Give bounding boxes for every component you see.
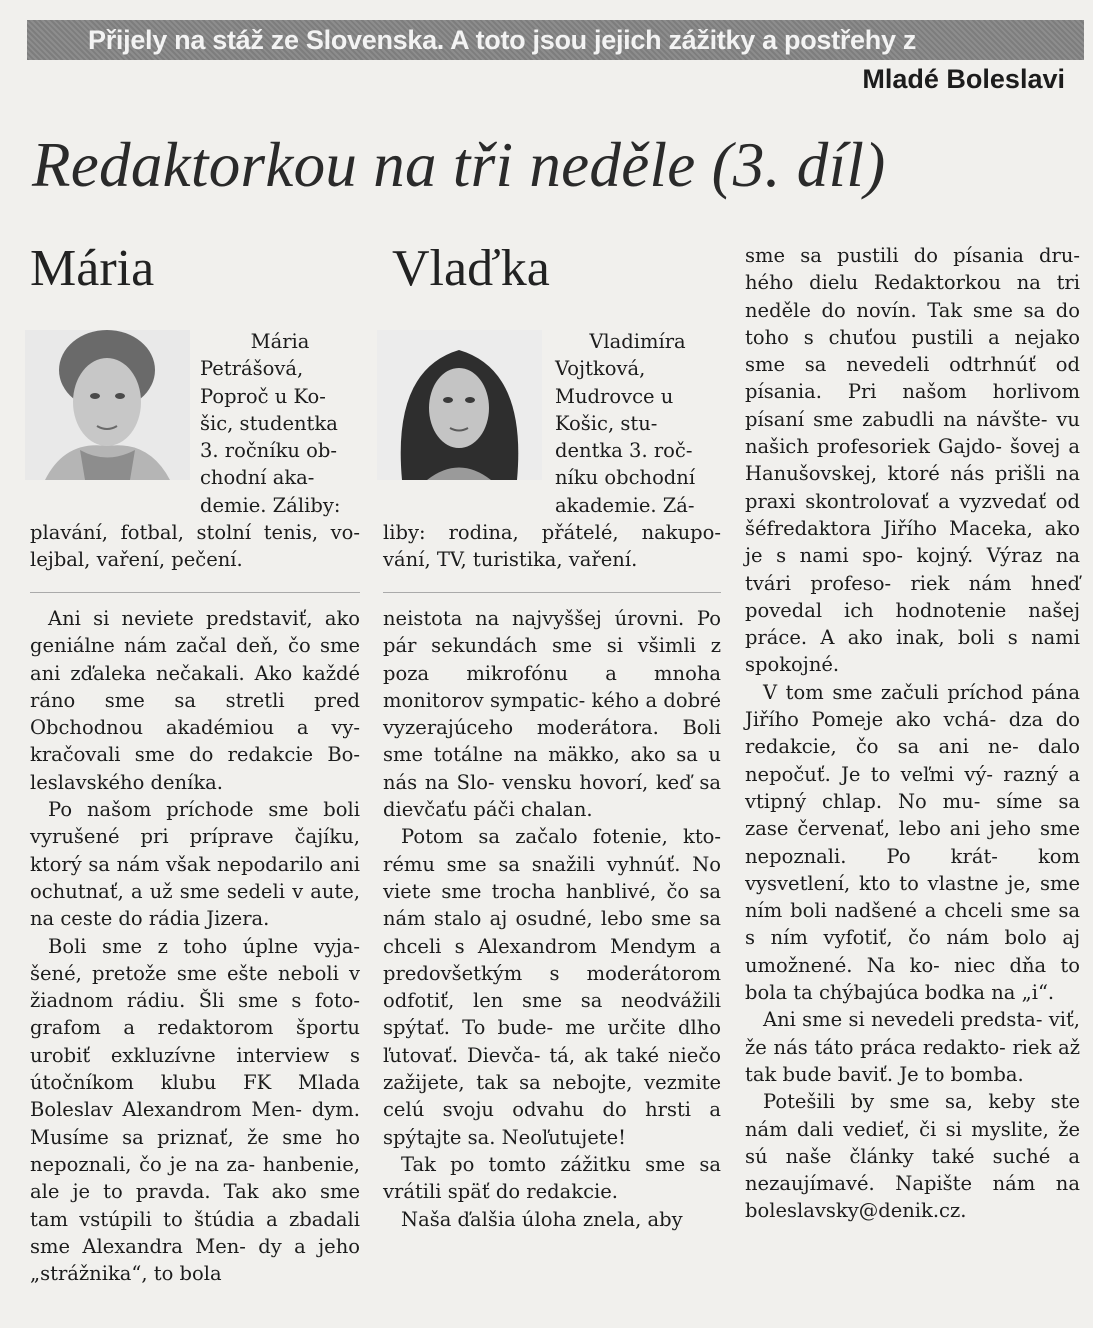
profile-name-vladka: Vlaďka <box>392 240 550 297</box>
bio-line: níku obchodní <box>555 466 696 490</box>
paragraph: neistota na najvyššej úrovni. Po pár sekundách sme si všimli z poza mikrofónu a mnoha monitorov sympatic- kého a dobré vyzerajúceho moderátora. Boli sme totálne na mäkko, ako sa u nás na Slo- vensku hovorí, keď sa dievčaťu páči chalan. <box>383 607 721 822</box>
bio-line: šic, studentka <box>200 411 338 435</box>
profile-name-maria: Mária <box>30 240 155 297</box>
portrait-vladka-image <box>377 330 542 480</box>
bio-line: Petrášová, <box>200 357 304 381</box>
bio-vladka <box>555 328 720 519</box>
bio-line: demie. Záliby: <box>200 493 341 517</box>
bio-line: akademie. Zá- <box>555 493 695 517</box>
bio-line: Mária <box>250 330 310 353</box>
bio-divider <box>383 592 721 593</box>
bio-line: 3. ročníku ob- <box>200 439 337 463</box>
bio-line: Vladimíra <box>589 330 686 353</box>
kicker-line-1: Přijely na stáž ze Slovenska. A toto jsou jejich zážitky a postřehy z <box>88 25 917 55</box>
paragraph: Naša ďalšia úloha znela, aby <box>401 1207 683 1231</box>
bio-vladka-rest: liby: rodina, přátelé, nakupo- vání, TV, turistika, vaření. <box>383 521 721 572</box>
bio-line: Mudrovce u <box>555 384 674 408</box>
article-column-2 <box>383 605 721 1233</box>
photo-vladka <box>377 330 542 480</box>
portrait-maria-image <box>25 330 190 480</box>
bio-divider <box>30 592 360 593</box>
paragraph: Potešili by sme sa, keby ste nám dali vedieť, či si myslite, že sú naše články také suché a nezaujímavé. Napište nám na boleslavsky@denik.cz. <box>745 1090 1080 1223</box>
paragraph: Po našom príchode sme boli vyrušené pri príprave čajíku, ktorý sa nám však nepodarilo ani ochutnať, a už sme sedeli v aute, na ceste do rádia Jizera. <box>30 798 360 931</box>
article-column-3 <box>745 242 1080 1225</box>
article-column-1 <box>30 605 360 1287</box>
bio-line: Vojtková, <box>555 357 646 381</box>
bio-maria <box>200 328 360 519</box>
paragraph: Ani sme si nevedeli predsta- viť, že nás táto práca redakto- riek až tak bude baviť. Je to bomba. <box>745 1008 1080 1086</box>
paragraph: Potom sa začalo fotenie, kto- rému sme sa snažili vyhnúť. No viete sme trocha hanblivé, čo sa nám stalo aj osudné, lebo sme sa chceli s Alexandrom Mendym a predovšetkým s moderátorom odfotiť, len sme sa neodvážili spýtať. To bude- me určite dlho ľutovať. Dievča- tá, ak také niečo zažijete, tak sa nebojte, vezmite celú svoju odvahu do hrsti a spýtajte sa. Neoľutujete! <box>383 825 721 1149</box>
paragraph: V tom sme začuli príchod pána Jiřího Pomeje ako vchá- dza do redakcie, čo sa ani ne- dalo nepočuť. Je to veľmi vý- razný a vtipný chlap. No mu- síme sa zase červenať, lebo ani jeho sme nepoznali. Po krát- kom vysvetlení, kto to vlastne je, sme ním boli nadšené a chceli sme sa s ním vyfotiť, čo nám bolo aj umožnené. Na ko- niec dňa to bola ta chýbajúca bodka na „i“. <box>745 680 1080 1005</box>
bio-maria-rest: plavání, fotbal, stolní tenis, vo- lejbal, vaření, pečení. <box>30 521 360 572</box>
paragraph: Ani si neviete predstaviť, ako geniálne nám začal deň, čo sme ani zďaleka nečakali. Ako každé ráno sme sa stretli pred Obchodnou akadémiou a vy- kračovali sme do redakcie Bo- leslavského deníka. <box>30 607 360 794</box>
paragraph: sme sa pustili do písania dru- hého dielu Redaktorkou na tri neděle do novín. Tak sme sa do toho s chuťou pustili a nejako sme sa nevedeli odtrhnúť od písania. Pri našom horlivom písaní sme zabudli na návšte- vu našich profesoriek Gajdo- šovej a Hanušovskej, ktoré nás prišli na praxi skontrolovať a vyzvedať od šéfredaktora Jiřího Maceka, ako je s nami spo- kojný. Výraz na tvári profeso- riek nám hneď povedal ich hodnotenie našej práce. A ako inak, boli s nami spokojné. <box>745 244 1080 677</box>
photo-maria <box>25 330 190 480</box>
headline: Redaktorkou na tři neděle (3. díl) <box>32 130 886 200</box>
bio-line: Košic, stu- <box>555 411 658 435</box>
bio-line: dentka 3. roč- <box>555 439 693 463</box>
paragraph: Tak po tomto zážitku sme sa vrátili späť do redakcie. <box>383 1152 721 1204</box>
bio-line: Poproč u Ko- <box>200 384 326 408</box>
kicker-line-2: Mladé Boleslavi <box>862 64 1065 94</box>
paragraph: Boli sme z toho úplne vyja- šené, pretože sme ešte neboli v žiadnom rádiu. Šli sme s foto- grafom a redaktorom športu urobiť exkluzívne interview s útočníkom klubu FK Mlada Boleslav Alexandrom Men- dym. Musíme sa priznať, že sme ho nepoznali, čo je na za- hanbenie, ale je to pravda. Tak ako sme tam vstúpili to štúdia a zbadali sme Alexandra Men- dy a jeho „strážnika“, to bola <box>30 934 360 1286</box>
bio-line: chodní aka- <box>200 466 315 490</box>
